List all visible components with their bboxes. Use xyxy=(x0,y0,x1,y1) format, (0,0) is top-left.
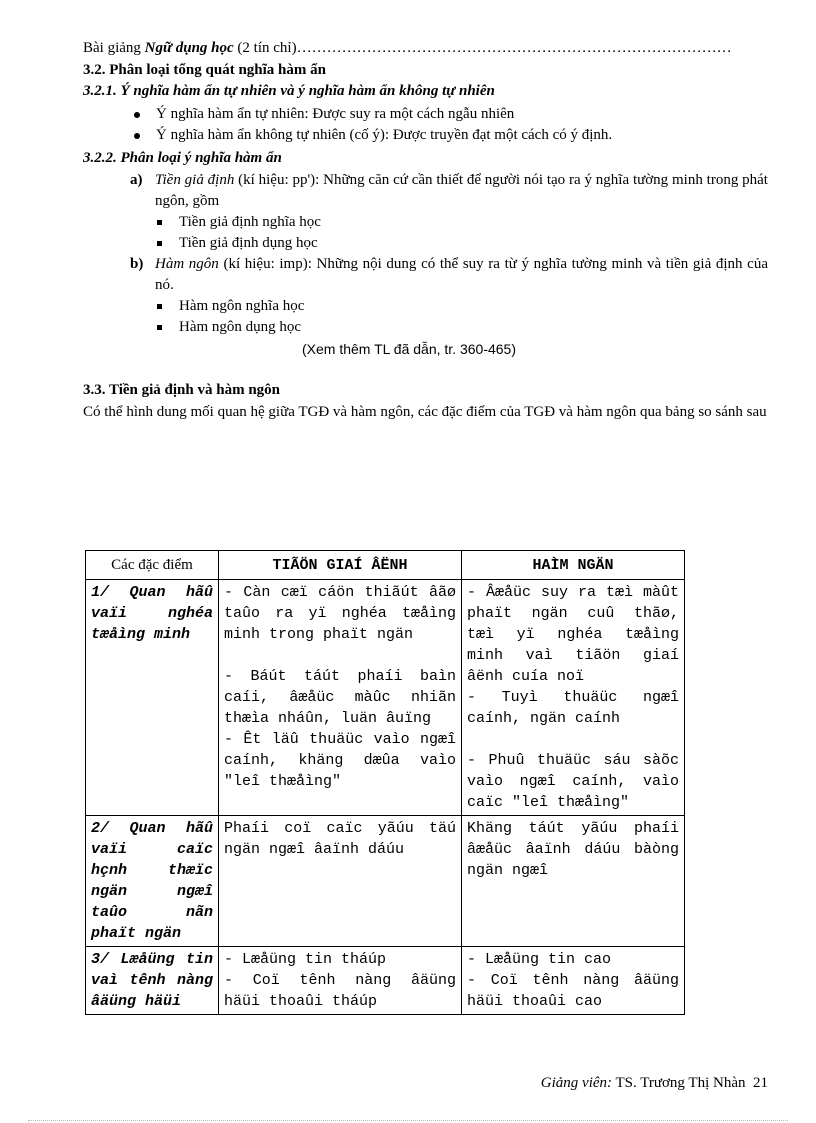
header-prefix: Bài giảng xyxy=(83,40,145,56)
list-item: Tiền giả định dụng học xyxy=(155,233,321,254)
presupposition-cell: - Càn cæï cáön thiãút âãø taûo ra yï nghéa tæåìng minh trong phaït ngän - Báút táút phaíi baìn caíi, âæåüc màûc nhiãn thæìa nháûn, luän âuïng - Êt läû thuäüc vaìo ngæî caính, khäng dæûa vaìo "leî thæåìng" xyxy=(219,580,462,816)
list-item: Tiền giả định nghĩa học xyxy=(155,212,321,233)
list-item: Ý nghĩa hàm ẩn không tự nhiên (cố ý): Được truyền đạt một cách có ý định. xyxy=(130,125,612,146)
section-3-3-intro: Có thể hình dung mối quan hệ giữa TGĐ và hàm ngôn, các đặc điểm của TGĐ và hàm ngôn qua bảng so sánh sau xyxy=(83,404,767,420)
table-row xyxy=(86,947,685,1015)
sub1-bullet-list xyxy=(130,104,612,146)
section-3-2-title: 3.2. Phân loại tổng quát nghĩa hàm ẩn xyxy=(83,62,326,78)
item-a-label: a) xyxy=(130,172,143,188)
subsection-3-2-1-title: 3.2.1. Ý nghĩa hàm ẩn tự nhiên và ý nghĩa hàm ẩn không tự nhiên xyxy=(83,83,495,99)
feature-cell: 3/ Læåüng tin vaì tênh nàng âäüng häüi xyxy=(86,947,219,1015)
list-item: Hàm ngôn nghĩa học xyxy=(155,296,304,317)
bullet-icon xyxy=(134,112,140,118)
a-square-list xyxy=(155,212,321,254)
square-bullet-icon xyxy=(157,325,162,330)
reference-note: (Xem thêm TL đã dẫn, tr. 360-465) xyxy=(302,341,517,357)
header-implicature: HAÌM NGÄN xyxy=(462,551,685,580)
page-header xyxy=(83,38,768,59)
subsection-3-2-2-title: 3.2.2. Phân loại ý nghĩa hàm ẩn xyxy=(83,150,282,166)
list-item: Hàm ngôn dụng học xyxy=(155,317,304,338)
header-suffix: (2 tín chỉ)…………………………………………………………………………… xyxy=(233,40,732,56)
square-bullet-icon xyxy=(157,241,162,246)
comparison-table xyxy=(85,550,685,1015)
implicature-cell: Khäng táút yãúu phaíi âæåüc âaïnh dáúu bàòng ngän ngæî xyxy=(462,816,685,947)
list-item: Ý nghĩa hàm ẩn tự nhiên: Được suy ra một cách ngẫu nhiên xyxy=(130,104,612,125)
table-header-row xyxy=(86,551,685,580)
table-row xyxy=(86,816,685,947)
presupposition-cell: - Læåüng tin tháúp - Coï tênh nàng âäüng häüi thoaûi tháúp xyxy=(219,947,462,1015)
presupposition-cell: Phaíi coï caïc yãúu täú ngän ngæî âaïnh dáúu xyxy=(219,816,462,947)
implicature-cell: - Âæåüc suy ra tæì màût phaït ngän cuû thãø, tæì yï nghéa tæåìng minh vaì tiãön giaí âënh cuía noï - Tuyì thuäüc ngæî caính, ngän caính - Phuû thuäüc sáu sàõc vaìo ngæî caính, vaìo caïc "leî thæåìng" xyxy=(462,580,685,816)
implicature-cell: - Læåüng tin cao - Coï tênh nàng âäüng häüi thoaûi cao xyxy=(462,947,685,1015)
header-features: Các đặc điểm xyxy=(86,551,219,580)
feature-cell: 2/ Quan hãû vaïi caïc hçnh thæïc ngän ngæî taûo nãn phaït ngän xyxy=(86,816,219,947)
page-number: 21 xyxy=(753,1075,768,1091)
item-a-text: Tiền giả định (kí hiệu: pp'): Những căn cứ cần thiết để người nói tạo ra ý nghĩa tường minh trong phát ngôn, gồm xyxy=(155,172,768,209)
bullet-icon xyxy=(134,133,140,139)
square-bullet-icon xyxy=(157,304,162,309)
square-bullet-icon xyxy=(157,220,162,225)
b-square-list xyxy=(155,296,304,338)
page-bottom-divider xyxy=(28,1120,788,1121)
table-row xyxy=(86,580,685,816)
item-b-text: Hàm ngôn (kí hiệu: imp): Những nội dung có thể suy ra từ ý nghĩa tường minh và tiền giả định của nó. xyxy=(155,256,768,293)
term-implicature: Hàm ngôn xyxy=(155,256,219,272)
lecturer-name: TS. Trương Thị Nhàn xyxy=(612,1075,746,1091)
page-footer xyxy=(541,1073,768,1094)
header-presupposition: TIÃÖN GIAÍ ÂËNH xyxy=(219,551,462,580)
section-3-3-title: 3.3. Tiền giả định và hàm ngôn xyxy=(83,382,281,398)
course-name: Ngữ dụng học xyxy=(144,40,234,56)
term-presupposition: Tiền giả định xyxy=(155,172,235,188)
item-b-label: b) xyxy=(130,256,144,272)
footer-label: Giảng viên: xyxy=(540,1075,613,1091)
feature-cell: 1/ Quan hãû vaïi nghéa tæåìng minh xyxy=(86,580,219,816)
